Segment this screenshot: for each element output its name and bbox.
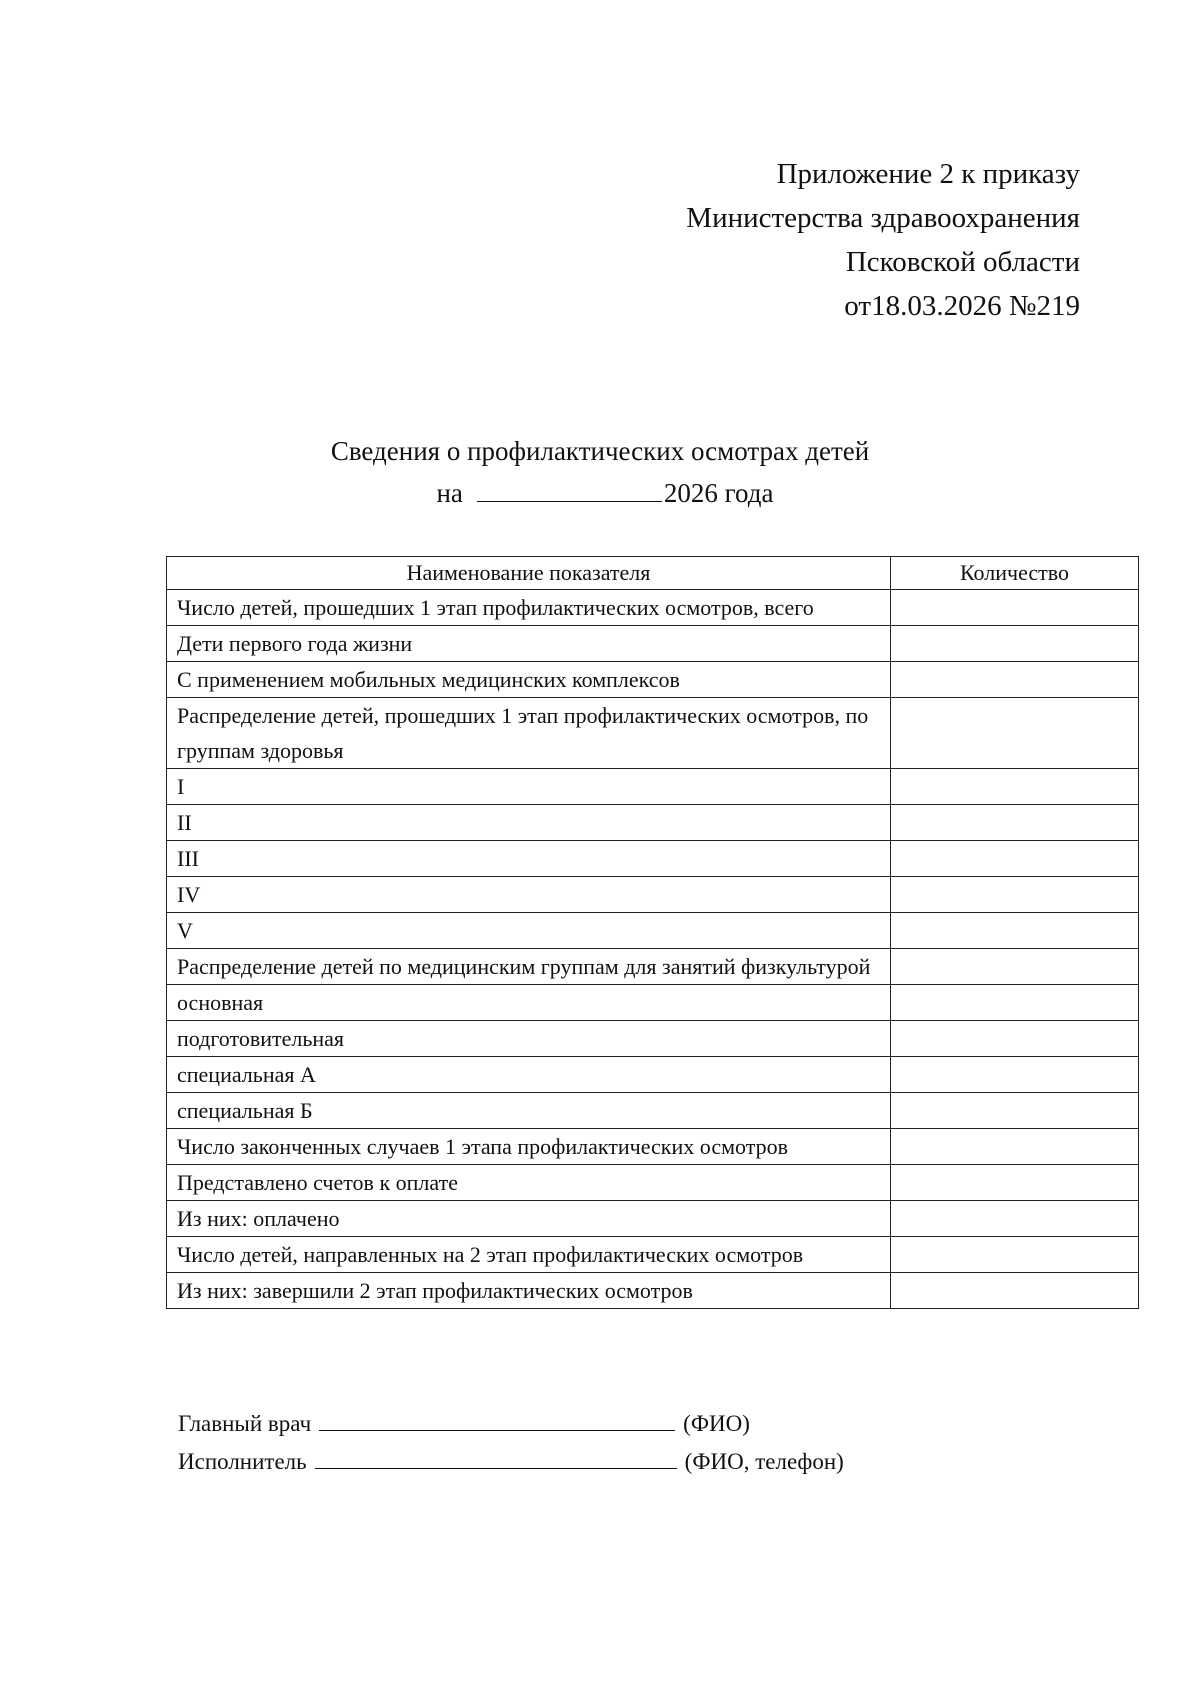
table-row	[167, 662, 1139, 698]
executor-hint: (ФИО, телефон)	[684, 1449, 844, 1474]
quantity-cell[interactable]	[891, 769, 1139, 805]
table-row	[167, 1273, 1139, 1309]
chief-doctor-field[interactable]	[319, 1406, 675, 1431]
quantity-cell[interactable]	[891, 590, 1139, 626]
signature-block	[178, 1405, 844, 1481]
header-indicator-name: Наименование показателя	[167, 557, 891, 590]
table-row	[167, 877, 1139, 913]
table-row	[167, 1129, 1139, 1165]
indicator-name: специальная А	[167, 1057, 891, 1093]
table-row	[167, 1165, 1139, 1201]
table-row	[167, 769, 1139, 805]
executor-line	[178, 1443, 844, 1481]
title-text: Сведения о профилактических осмотрах детей	[330, 436, 870, 466]
table-header-row	[167, 557, 1139, 590]
quantity-cell[interactable]	[891, 1273, 1139, 1309]
table-row	[167, 841, 1139, 877]
indicator-name: Число детей, прошедших 1 этап профилактических осмотров, всего	[167, 590, 891, 626]
indicator-name: основная	[167, 985, 891, 1021]
indicator-name: III	[167, 841, 891, 877]
quantity-cell[interactable]	[891, 805, 1139, 841]
indicator-name: Из них: завершили 2 этап профилактических осмотров	[167, 1273, 891, 1309]
indicators-table	[166, 556, 1139, 1309]
indicator-name: Из них: оплачено	[167, 1201, 891, 1237]
indicator-name: Распределение детей по медицинским группам для занятий физкультурой	[167, 949, 891, 985]
quantity-cell[interactable]	[891, 1021, 1139, 1057]
indicator-name: специальная Б	[167, 1093, 891, 1129]
appendix-line-4: от18.03.2026 №219	[844, 290, 1080, 322]
title-date-line	[0, 472, 1200, 514]
document-title	[0, 430, 1200, 514]
header-quantity: Количество	[891, 557, 1139, 590]
executor-field[interactable]	[315, 1444, 677, 1469]
quantity-cell[interactable]	[891, 1165, 1139, 1201]
quantity-cell[interactable]	[891, 949, 1139, 985]
chief-doctor-hint: (ФИО)	[683, 1411, 750, 1436]
indicator-name: IV	[167, 877, 891, 913]
table-row	[167, 949, 1139, 985]
indicator-name: I	[167, 769, 891, 805]
indicator-name: Распределение детей, прошедших 1 этап профилактических осмотров, по группам здоровья	[167, 698, 891, 769]
table-row	[167, 590, 1139, 626]
table-row	[167, 1237, 1139, 1273]
date-suffix: 2026 года	[663, 478, 774, 508]
quantity-cell[interactable]	[891, 985, 1139, 1021]
table-row	[167, 913, 1139, 949]
quantity-cell[interactable]	[891, 1237, 1139, 1273]
table-row	[167, 1021, 1139, 1057]
quantity-cell[interactable]	[891, 1057, 1139, 1093]
quantity-cell[interactable]	[891, 841, 1139, 877]
indicator-name: Дети первого года жизни	[167, 626, 891, 662]
quantity-cell[interactable]	[891, 698, 1139, 769]
indicator-name: С применением мобильных медицинских комплексов	[167, 662, 891, 698]
quantity-cell[interactable]	[891, 626, 1139, 662]
quantity-cell[interactable]	[891, 1093, 1139, 1129]
chief-doctor-label: Главный врач	[178, 1411, 312, 1436]
indicator-name: подготовительная	[167, 1021, 891, 1057]
appendix-header	[686, 152, 1080, 328]
indicator-name: Число законченных случаев 1 этапа профилактических осмотров	[167, 1129, 891, 1165]
indicator-name: V	[167, 913, 891, 949]
date-blank-field[interactable]	[477, 475, 662, 502]
quantity-cell[interactable]	[891, 877, 1139, 913]
quantity-cell[interactable]	[891, 662, 1139, 698]
appendix-line-2: Министерства здравоохранения	[686, 202, 1080, 234]
table-row	[167, 698, 1139, 769]
chief-doctor-line	[178, 1405, 844, 1443]
appendix-line-3: Псковской области	[845, 246, 1080, 278]
quantity-cell[interactable]	[891, 1201, 1139, 1237]
table-row	[167, 985, 1139, 1021]
quantity-cell[interactable]	[891, 913, 1139, 949]
table-row	[167, 1201, 1139, 1237]
table-row	[167, 1093, 1139, 1129]
indicator-name: Представлено счетов к оплате	[167, 1165, 891, 1201]
table-row	[167, 805, 1139, 841]
quantity-cell[interactable]	[891, 1129, 1139, 1165]
appendix-line-1: Приложение 2 к приказу	[776, 158, 1080, 190]
indicator-name: Число детей, направленных на 2 этап профилактических осмотров	[167, 1237, 891, 1273]
executor-label: Исполнитель	[178, 1449, 307, 1474]
indicator-name: II	[167, 805, 891, 841]
table-row	[167, 1057, 1139, 1093]
date-prefix: на	[436, 478, 463, 508]
table-row	[167, 626, 1139, 662]
